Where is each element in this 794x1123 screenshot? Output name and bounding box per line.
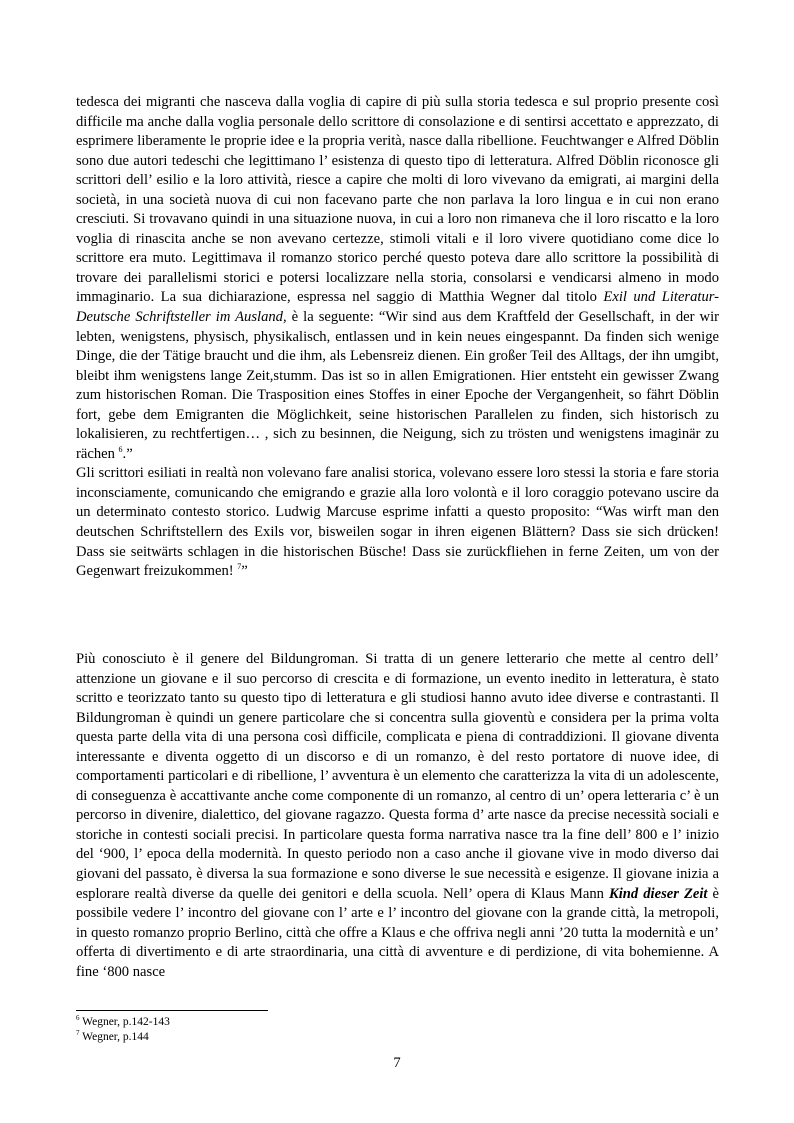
paragraph-text: Gli scrittori esiliati in realtà non volevano fare analisi storica, volevano essere loro stessi la storia e fare storia inconsciamente, comunicando che emigrando e grazie alla loro volontà e il loro coraggio potevano uscire da un determinato contesto storico. Ludwig Marcuse esprime infatti a questo proposito: “Was wirft man den deutschen Schriftstellern des Exils vor, bisweilen sogar in ihren eigenen Blättern? Dass sie sich drücken! Dass sie seitwärts schlagen in die historischen Büsche! Dass sie zurückfliehen in ferne Zeiten, um von der Gegenwart freizukommen! — [76, 465, 719, 580]
footnote-text: Wegner, p.142-143 — [79, 1016, 170, 1028]
quotation-end: ” — [241, 563, 248, 580]
footnotes — [76, 1015, 170, 1045]
book-title: Exil und Literatur- Deutsche Schriftsteller im Ausland, — [76, 289, 719, 326]
footnote — [76, 1015, 170, 1030]
footnote-number: 6 — [76, 1014, 80, 1023]
body-paragraph — [76, 650, 719, 982]
book-title: Kind dieser Zeit — [608, 885, 708, 902]
quotation-end: .” — [122, 445, 133, 462]
footnote — [76, 1030, 170, 1045]
footnote-reference[interactable]: 6 — [118, 444, 123, 454]
footnote-number: 7 — [76, 1029, 80, 1038]
paragraph-text: è possibile vedere l’ incontro del giovane con l’ arte e l’ incontro del giovane con la grande città, la metropoli, in questo romanzo proprio Berlino, città che offre a Klaus e che offriva negli anni ’20 tutta la modernità e un’ offerta di divertimento e di arte straordinaria, una città di avventure e di perdizione, di vita bohemienne. A fine ‘800 nasce — [76, 885, 719, 980]
footnote-reference[interactable]: 7 — [237, 562, 242, 572]
quotation-text: è la seguente: “Wir sind aus dem Kraftfeld der Gesellschaft, in der wir lebten, wenigstens, physisch, physikalisch, entlassen und in kein neues eingespannt. Da finden sich wenige Dinge, die der Tätige braucht und die ihm, als Lebensreiz dienen. Ein großer Teil des Alltags, der ihn umgibt, bleibt ihm wenigstens lange Zeit,stumm. Das ist so in allen Emigrationen. Hier entsteht ein gewisser Zwang zum historischen Roman. Die Trasposition eines Stoffes in einer Epoche der Vergangenheit, so fährt Döblin fort, gebe dem Emigranten die Möglichkeit, seine historischen Parallelen zu finden, sich historisch zu lokalisieren, zu rechtfertigen… , sich zu besinnen, die Neigung, sich zu trösten und wenigstens imaginär zu rächen — [76, 309, 719, 462]
body-paragraph — [76, 93, 719, 582]
page-number: 7 — [393, 1055, 401, 1071]
paragraph-text: tedesca dei migranti che nasceva dalla voglia di capire di più sulla storia tedesca e sul proprio presente così difficile ma anche dalla voglia personale dello scrittore di consolazione e di sentirsi accettato e apprezzato, di esprimere liberamente le proprie idee e la propria verità, nasce dalla ribellione. Feuchtwanger e Alfred Döblin sono due autori tedeschi che legittimano l’ esistenza di questo tipo di letteratura. Alfred Döblin riconosce gli scrittori dell’ esilio e la loro attività, riesce a capire che molti di loro vivevano da emigrati, ai margini della società, in una società nuova di cui non facevano parte che non parlava la loro lingua e in cui non erano cresciuti. Si trovavano quindi in una situazione nuova, in cui a loro non rimaneva che il loro riscatto e la loro voglia di rinascita anche se non avevano certezze, stimoli vitali e il loro vivere quotidiano come dice lo scrittore era muto. Legittimava il romanzo storico perché questo poteva dare allo scrittore la possibilità di trovare dei parallelismi storici e potersi localizzare nella storia, consolarsi e vendicarsi almeno in modo immaginario. La sua dichiarazione, espressa nel saggio di Matthia Wegner dal titolo — [76, 94, 719, 306]
footnote-separator — [76, 1010, 268, 1011]
paragraph-text: Più conosciuto è il genere del Bildungroman. Si tratta di un genere letterario che mette al centro dell’ attenzione un giovane e il suo percorso di crescita e di formazione, un evento inedito in letteratura, è stato scritto e teorizzato tanto su questo tipo di letteratura e gli studiosi hanno avuto idee diverse e contrastanti. Il Bildungroman è quindi un genere particolare che si concentra sulla gioventù e considera per la prima volta questa parte della vita di una persona così difficile, complicata e piena di contraddizioni. Il giovane diventa interessante e diventa oggetto di un discorso e di un romanzo, è del resto portatore di nuove idee, di comportamenti particolari e di ribellione, l’ avventura è un elemento che caratterizza la vita di un adolescente, di conseguenza è accattivante anche come componente di un romanzo, al centro di un’ opera letteraria c’ è un percorso in divenire, dialettico, del giovane ragazzo. Questa forma d’ arte nasce da precise necessità sociali e storiche in contesti sociali precisi. In particolare questa forma narrativa nasce tra la fine dell’ 800 e l’ inizio del ‘900, l’ epoca della modernità. In questo periodo non a caso anche il giovane vive in modo diverso dai giovani del passato, è diversa la sua formazione e sono diverse le sue necessità e esigenze. Il giovane inizia a esplorare realtà diverse da quelle dei genitori e della scuola. Nell’ opera di Klaus Mann — [76, 651, 719, 902]
footnote-text: Wegner, p.144 — [79, 1031, 149, 1043]
